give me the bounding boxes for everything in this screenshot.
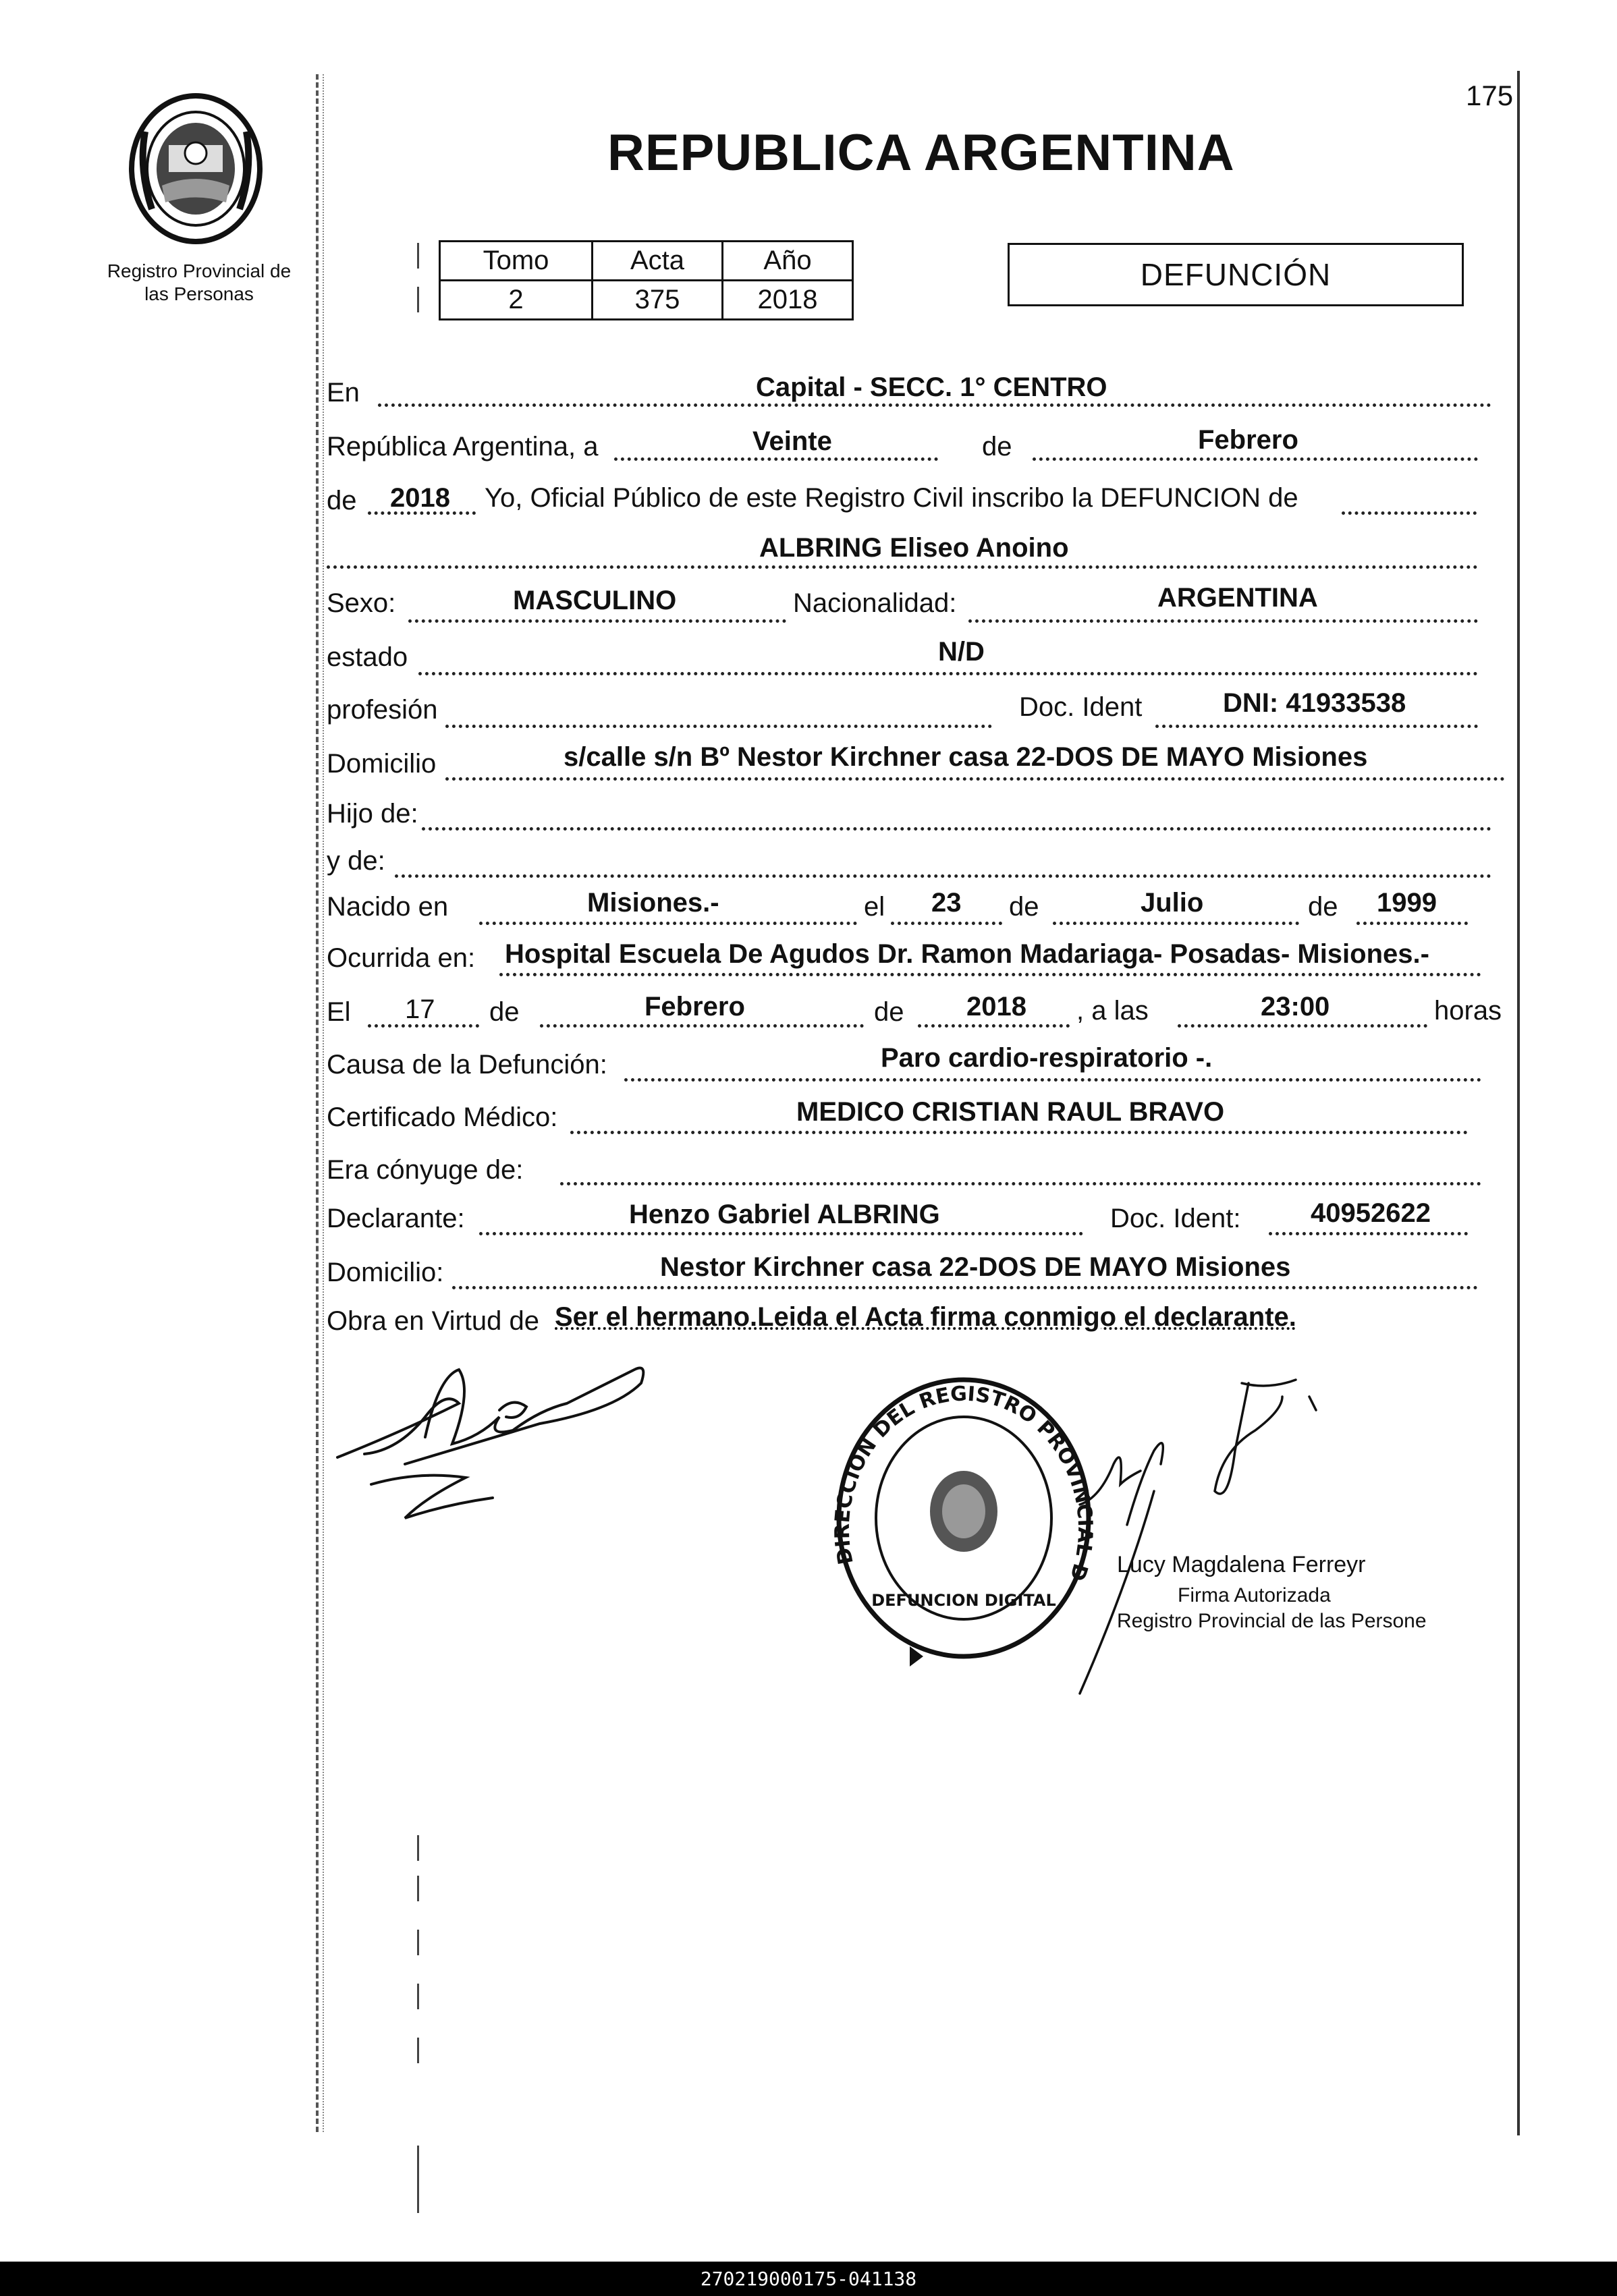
acta-header: Acta: [593, 242, 723, 281]
authority-name: Lucy Magdalena Ferreyr: [1117, 1552, 1366, 1577]
hijo-line: [422, 827, 1491, 831]
ocurrida-value: Hospital Escuela De Agudos Dr. Ramon Madariaga- Posadas- Misiones.-: [505, 939, 1429, 969]
declarante-line: [479, 1232, 1083, 1235]
muerte-mes-value: Febrero: [645, 992, 745, 1021]
scan-tick: [417, 1876, 419, 1901]
ocurrida-line: [499, 973, 1481, 976]
nacido-mes-value: Julio: [1141, 888, 1204, 918]
estado-label: estado: [327, 642, 408, 672]
certificado-line: [570, 1131, 1468, 1134]
scan-tick: [417, 1835, 419, 1861]
scan-tick: [417, 1930, 419, 1955]
day-line: [614, 457, 938, 461]
scan-tick: [417, 2146, 419, 2213]
sexo-label: Sexo:: [327, 588, 396, 618]
estado-value: N/D: [938, 637, 985, 667]
de-label-3: de: [1009, 892, 1039, 922]
de-label-4: de: [1308, 892, 1338, 922]
place-value: Capital - SECC. 1° CENTRO: [756, 372, 1107, 402]
authority-role: Firma Autorizada: [1178, 1584, 1331, 1606]
stamp-ring-text: DIRECCION DEL REGISTRO PROVINCIAL D: [830, 1382, 1097, 1584]
record-type-box: DEFUNCIÓN: [1008, 243, 1464, 306]
causa-label: Causa de la Defunción:: [327, 1050, 607, 1080]
domicilio2-value: Nestor Kirchner casa 22-DOS DE MAYO Misiones: [660, 1252, 1291, 1282]
horas-label: horas: [1434, 996, 1502, 1026]
reference-table: [439, 240, 854, 320]
en-label: En: [327, 378, 360, 408]
nacionalidad-value: ARGENTINA: [1157, 583, 1318, 613]
declarant-signature: [324, 1336, 675, 1545]
doc-ident-label: Doc. Ident: [1019, 692, 1143, 722]
conyuge-line: [560, 1182, 1481, 1185]
obra-label: Obra en Virtud de: [327, 1306, 540, 1336]
registry-line-1: Registro Provincial de: [107, 260, 292, 281]
certificado-value: MEDICO CRISTIAN RAUL BRAVO: [796, 1097, 1225, 1127]
hora-line: [1178, 1024, 1427, 1028]
nacido-lugar-value: Misiones.-: [587, 888, 719, 918]
scan-tick: [417, 2038, 419, 2063]
doc-ident2-value: 40952622: [1311, 1198, 1431, 1228]
causa-line: [624, 1078, 1481, 1082]
domicilio2-line: [452, 1286, 1478, 1289]
registry-line-2: las Personas: [144, 283, 254, 304]
reference-header-row: [440, 242, 853, 281]
month-value: Febrero: [1198, 425, 1298, 455]
de-label-5: de: [489, 997, 520, 1027]
scan-tick: [417, 243, 419, 269]
obra-value: Ser el hermano.Leida el Acta firma conmigo el declarante.: [555, 1302, 1296, 1332]
place-line: [378, 403, 1491, 407]
authority-signature: [1066, 1370, 1390, 1707]
hijo-label: Hijo de:: [327, 799, 418, 829]
ocurrida-label: Ocurrida en:: [327, 943, 476, 973]
domicilio-label: Domicilio: [327, 749, 437, 779]
left-margin-line: [316, 74, 319, 2132]
doc-ident-line: [1155, 725, 1478, 728]
acta-value: 375: [593, 281, 723, 320]
nacido-mes-line: [1053, 922, 1299, 925]
nacido-anio-value: 1999: [1377, 888, 1437, 918]
nacido-lugar-line: [479, 922, 857, 925]
tomo-header: Tomo: [440, 242, 593, 281]
left-margin-line-inner: [323, 74, 324, 2132]
page-number: 175: [1466, 80, 1514, 111]
nacido-dia-line: [891, 922, 1002, 925]
estado-line: [418, 672, 1478, 675]
anio-header: Año: [723, 242, 853, 281]
nacido-anio-line: [1356, 922, 1468, 925]
domicilio-line: [445, 777, 1505, 781]
hora-value: 23:00: [1261, 992, 1330, 1021]
nacido-label: Nacido en: [327, 892, 449, 922]
tomo-value: 2: [440, 281, 593, 320]
causa-value: Paro cardio-respiratorio -.: [881, 1043, 1213, 1073]
doc-ident2-label: Doc. Ident:: [1110, 1204, 1241, 1233]
el-label: el: [864, 892, 885, 922]
sexo-value: MASCULINO: [513, 586, 677, 615]
document-title: REPUBLICA ARGENTINA: [607, 124, 1235, 181]
registry-name: [88, 260, 310, 306]
month-line: [1033, 457, 1478, 461]
doc-ident2-line: [1269, 1232, 1468, 1235]
certificado-label: Certificado Médico:: [327, 1102, 558, 1132]
nacionalidad-label: Nacionalidad:: [793, 588, 957, 618]
authority-office: Registro Provincial de las Persone: [1117, 1610, 1427, 1632]
right-margin-line: [1517, 71, 1520, 2135]
day-word-value: Veinte: [752, 426, 832, 456]
footer-code: 270219000175-041138: [700, 2268, 917, 2290]
scan-tick: [417, 287, 419, 312]
conyuge-label: Era cónyuge de:: [327, 1155, 524, 1185]
official-stamp: [829, 1370, 1099, 1680]
oficial-text: Yo, Oficial Público de este Registro Civil inscribo la DEFUNCION de: [485, 483, 1298, 513]
sexo-line: [408, 619, 786, 623]
scan-tick: [417, 1984, 419, 2009]
muerte-anio-line: [918, 1024, 1070, 1028]
name-line: [327, 565, 1478, 569]
republica-label: República Argentina, a: [327, 432, 599, 461]
doc-ident-value: DNI: 41933538: [1223, 688, 1406, 718]
profesion-label: profesión: [327, 695, 438, 725]
anio-value: 2018: [723, 281, 853, 320]
muerte-dia-value: 17: [405, 995, 435, 1024]
yde-line: [395, 874, 1491, 878]
reference-value-row: [440, 281, 853, 320]
nacido-dia-value: 23: [931, 888, 962, 918]
muerte-anio-value: 2018: [966, 992, 1026, 1021]
stamp-inner-text: DEFUNCION DIGITAL: [871, 1591, 1056, 1610]
province-seal-logo: [125, 91, 267, 246]
oficial-line: [1342, 511, 1477, 515]
alas-label: , a las: [1076, 996, 1149, 1026]
de-label-6: de: [874, 997, 904, 1027]
muerte-mes-line: [540, 1024, 864, 1028]
profesion-line: [445, 725, 992, 728]
domicilio2-label: Domicilio:: [327, 1258, 444, 1287]
de-label-2: de: [327, 486, 357, 515]
declarante-label: Declarante:: [327, 1204, 465, 1233]
yde-label: y de:: [327, 846, 385, 876]
deceased-name-value: ALBRING Eliseo Anoino: [759, 533, 1069, 563]
de-label-1: de: [982, 432, 1012, 461]
declarante-value: Henzo Gabriel ALBRING: [629, 1200, 940, 1229]
year-value: 2018: [390, 483, 450, 513]
nacionalidad-line: [968, 619, 1478, 623]
domicilio-value: s/calle s/n Bº Nestor Kirchner casa 22-DOS DE MAYO Misiones: [564, 742, 1368, 772]
el2-label: El: [327, 997, 351, 1027]
